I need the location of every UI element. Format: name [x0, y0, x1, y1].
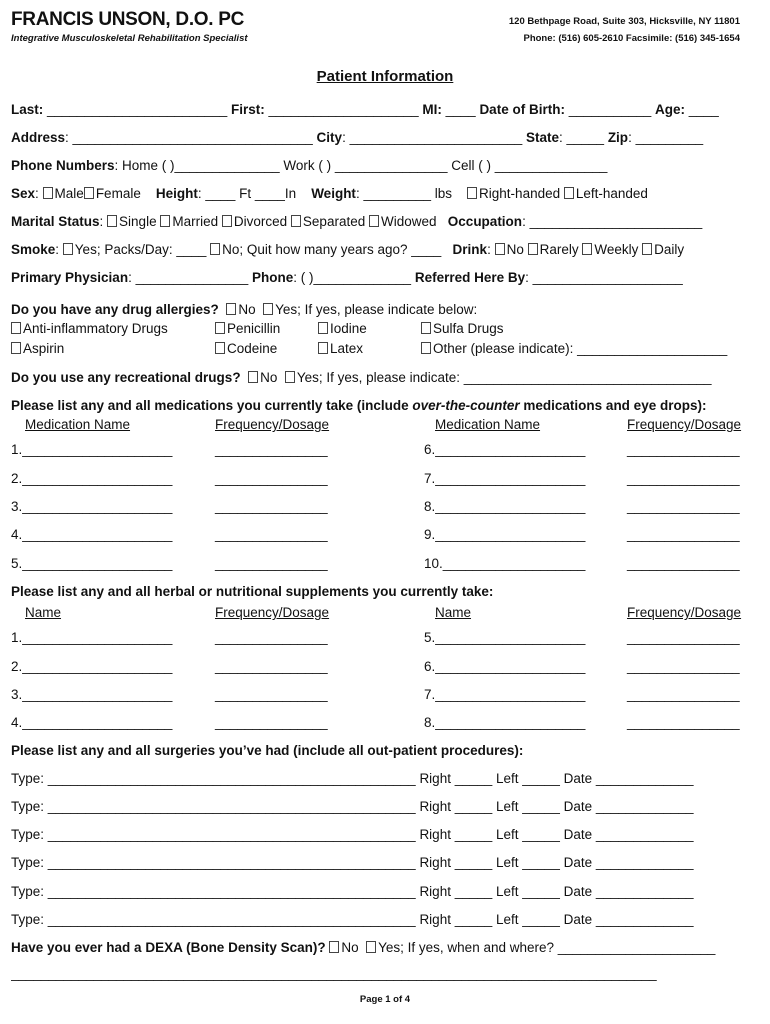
referred-field[interactable]: : ____________________ [525, 270, 683, 285]
work-phone-field[interactable]: Work ( ) _______________ [283, 158, 452, 173]
allergies-question: Do you have any drug allergies? [11, 302, 219, 317]
medication-frequency-field[interactable]: _______________ [627, 527, 740, 542]
supplement-frequency-field[interactable]: _______________ [627, 659, 740, 674]
drink-no-checkbox[interactable] [495, 243, 505, 255]
recreational-yes-field[interactable]: Yes; If yes, please indicate: _________________________________ [296, 370, 712, 385]
medication-name-field[interactable]: 2.____________________ [11, 471, 173, 486]
state-field[interactable]: : _____ [559, 130, 608, 145]
supplement-frequency-field[interactable]: _______________ [215, 630, 328, 645]
supplement-name-field[interactable]: 6.____________________ [424, 659, 586, 674]
height-label: Height [155, 186, 198, 201]
name-row [11, 102, 751, 117]
allergy-option[interactable] [215, 341, 277, 356]
recreational-yes-checkbox[interactable] [285, 371, 295, 383]
drink-weekly-checkbox[interactable] [582, 243, 592, 255]
address-row [11, 130, 751, 145]
checkbox-icon [421, 322, 431, 334]
smoke-label: Smoke [11, 242, 56, 257]
checkbox-icon [11, 342, 21, 354]
supplement-name-field[interactable]: 7.____________________ [424, 687, 586, 702]
supplement-frequency-field[interactable]: _______________ [627, 687, 740, 702]
medication-name-field[interactable]: 5.____________________ [11, 556, 173, 571]
allergies-question-row [11, 302, 751, 317]
phone-row [11, 158, 751, 173]
drink-rarely-label: Rarely [539, 242, 579, 257]
supplement-name-field[interactable]: 5.____________________ [424, 630, 586, 645]
page-number: Page 1 of 4 [359, 994, 411, 1005]
allergies-no-label: No [238, 302, 256, 317]
allergy-option[interactable] [215, 321, 280, 336]
marital-row: Marital Status: Single Married Divorced Separated Widowed Occupation: _______________________ [11, 214, 703, 229]
allergy-option[interactable] [421, 341, 727, 356]
occupation-label: Occupation [447, 214, 523, 229]
divorced-checkbox[interactable] [222, 215, 232, 227]
dexa-no-label: No [341, 940, 359, 955]
allergies-yes-checkbox[interactable] [263, 303, 273, 315]
allergy-option[interactable] [11, 341, 64, 356]
medication-name-field[interactable]: 4.____________________ [11, 527, 173, 542]
smoke-no-checkbox[interactable] [210, 243, 220, 255]
supplement-name-field[interactable]: 4.____________________ [11, 715, 173, 730]
allergy-option-label: Aspirin [23, 341, 65, 356]
zip-label: Zip [607, 130, 629, 145]
married-label: Married [172, 214, 219, 229]
age-field[interactable]: ____ [685, 102, 719, 117]
last-field[interactable]: ________________________ [43, 102, 231, 117]
occupation-field[interactable]: : _______________________ [522, 214, 703, 229]
supplement-name-header: Name [435, 605, 472, 620]
home-phone-field[interactable]: : Home ( )______________ [114, 158, 284, 173]
single-label: Single [119, 214, 157, 229]
state-label: State [526, 130, 560, 145]
medication-frequency-field[interactable]: _______________ [627, 499, 740, 514]
married-checkbox[interactable] [160, 215, 170, 227]
medications-prompt: Please list any and all medications you currently take (include over-the-counter medications and eye drops): [11, 398, 707, 413]
allergy-option[interactable] [421, 321, 504, 336]
widowed-checkbox[interactable] [369, 215, 379, 227]
frequency-header: Frequency/Dosage [627, 605, 742, 620]
physician-field[interactable]: : _______________ [128, 270, 252, 285]
address-field[interactable]: : ________________________________ [65, 130, 317, 145]
surgeries-prompt: Please list any and all surgeries you’ve had (include all out-patient procedures): [11, 743, 524, 758]
smoke-no-label: No; Quit how many years ago? ____ [222, 242, 442, 257]
supplement-frequency-field[interactable]: _______________ [215, 687, 328, 702]
medication-name-field[interactable]: 6.____________________ [424, 442, 586, 457]
divorced-label: Divorced [233, 214, 288, 229]
allergies-yes-label: Yes; If yes, please indicate below: [275, 302, 478, 317]
first-label: First: [230, 102, 265, 117]
weight-field[interactable]: : _________ lbs [355, 186, 453, 201]
allergy-option-label: Iodine [330, 321, 367, 336]
allergy-option-label: Anti-inflammatory Drugs [23, 321, 168, 336]
sex-row: Sex: Male Female Height: ____ Ft ____In Weight: _________ lbs Right-handed Left-handed [11, 186, 648, 201]
surgery-row[interactable]: Type: _________________________________________________ Right _____ Left _____ Date _____________ [11, 771, 694, 786]
frequency-header: Frequency/Dosage [627, 417, 742, 432]
dob-field[interactable]: ___________ [564, 102, 656, 117]
page-title: Patient Information [316, 68, 454, 85]
phone-numbers-label: Phone Numbers [11, 158, 115, 173]
medication-name-header: Medication Name [25, 417, 131, 432]
left-handed-checkbox[interactable] [564, 187, 574, 199]
allergy-option-label: Penicillin [227, 321, 281, 336]
supplement-frequency-field[interactable]: _______________ [627, 715, 740, 730]
physician-phone-field[interactable]: : ( )_____________ [293, 270, 415, 285]
medication-name-header: Medication Name [435, 417, 541, 432]
recreational-row [11, 370, 751, 385]
checkbox-icon [215, 322, 225, 334]
medication-frequency-field[interactable]: _______________ [215, 442, 328, 457]
medication-name-field[interactable]: 1.____________________ [11, 442, 173, 457]
practice-subtitle: Integrative Musculoskeletal Rehabilitation Specialist [11, 33, 248, 44]
supplement-frequency-field[interactable]: _______________ [627, 630, 740, 645]
drink-no-label: No [506, 242, 524, 257]
right-handed-label: Right-handed [479, 186, 561, 201]
physician-row [11, 270, 751, 285]
smoke-yes-label: Yes; Packs/Day: ____ [74, 242, 207, 257]
drink-weekly-label: Weekly [594, 242, 639, 257]
mi-label: MI: [422, 102, 442, 117]
frequency-header: Frequency/Dosage [215, 417, 330, 432]
checkbox-icon [318, 322, 328, 334]
allergy-option[interactable] [318, 321, 367, 336]
practice-address: 120 Bethpage Road, Suite 303, Hicksville, NY 11801 [508, 16, 740, 27]
male-label: Male [54, 186, 84, 201]
left-handed-label: Left-handed [575, 186, 648, 201]
weight-label: Weight [311, 186, 356, 201]
dexa-details-line[interactable]: ______________________________________________________________________________________ [11, 966, 657, 981]
sex-label: Sex [11, 186, 36, 201]
address-label: Address [11, 130, 66, 145]
marital-label: Marital Status [11, 214, 100, 229]
physician-label: Primary Physician [11, 270, 129, 285]
medication-frequency-field[interactable]: _______________ [627, 556, 740, 571]
city-field[interactable]: : _______________________ [342, 130, 526, 145]
female-checkbox[interactable] [84, 187, 94, 199]
medication-frequency-field[interactable]: _______________ [215, 471, 328, 486]
allergy-option[interactable] [318, 341, 363, 356]
medication-frequency-field[interactable]: _______________ [215, 527, 328, 542]
surgery-row[interactable]: Type: _________________________________________________ Right _____ Left _____ Date _____________ [11, 827, 694, 842]
drink-daily-label: Daily [654, 242, 685, 257]
medication-frequency-field[interactable]: _______________ [215, 556, 328, 571]
dexa-no-checkbox[interactable] [329, 941, 339, 953]
cell-phone-field[interactable]: Cell ( ) _______________ [451, 158, 608, 173]
age-label: Age: [655, 102, 686, 117]
drink-label: Drink [452, 242, 488, 257]
allergy-option-label: Sulfa Drugs [433, 321, 504, 336]
practice-name: FRANCIS UNSON, D.O. PC [11, 9, 245, 30]
dexa-question: Have you ever had a DEXA (Bone Density Scan)? [11, 940, 326, 955]
drink-rarely-checkbox[interactable] [528, 243, 538, 255]
mi-field[interactable]: ____ [441, 102, 480, 117]
medication-name-field[interactable]: 7.____________________ [424, 471, 586, 486]
supplement-name-field[interactable]: 3.____________________ [11, 687, 173, 702]
supplement-name-header: Name [25, 605, 62, 620]
supplement-name-field[interactable]: 8.____________________ [424, 715, 586, 730]
medication-name-field[interactable]: 3.____________________ [11, 499, 173, 514]
checkbox-icon [421, 342, 431, 354]
allergy-option[interactable] [11, 321, 168, 336]
medication-frequency-field[interactable]: _______________ [627, 471, 740, 486]
practice-phone: Phone: (516) 605-2610 Facsimile: (516) 345-1654 [523, 33, 740, 44]
allergy-option-label: Other (please indicate): ____________________ [433, 341, 728, 356]
supplement-name-field[interactable]: 1.____________________ [11, 630, 173, 645]
medication-frequency-field[interactable]: _______________ [215, 499, 328, 514]
recreational-no-label: No [260, 370, 278, 385]
medication-frequency-field[interactable]: _______________ [627, 442, 740, 457]
dob-label: Date of Birth: [479, 102, 565, 117]
city-label: City [316, 130, 343, 145]
widowed-label: Widowed [381, 214, 437, 229]
recreational-no-checkbox[interactable] [248, 371, 258, 383]
frequency-header: Frequency/Dosage [215, 605, 330, 620]
dexa-row [11, 940, 751, 955]
allergy-option-label: Latex [330, 341, 364, 356]
checkbox-icon [215, 342, 225, 354]
surgery-row[interactable]: Type: _________________________________________________ Right _____ Left _____ Date _____________ [11, 855, 694, 870]
supplement-frequency-field[interactable]: _______________ [215, 715, 328, 730]
smoke-row: Smoke: Yes; Packs/Day: ____ No; Quit how many years ago? ____ Drink: No Rarely Weekly Daily [11, 242, 685, 257]
female-label: Female [95, 186, 141, 201]
surgery-row[interactable]: Type: _________________________________________________ Right _____ Left _____ Date _____________ [11, 884, 694, 899]
referred-label: Referred Here By [414, 270, 526, 285]
surgery-row[interactable]: Type: _________________________________________________ Right _____ Left _____ Date _____________ [11, 799, 694, 814]
single-checkbox[interactable] [107, 215, 117, 227]
surgery-row[interactable]: Type: _________________________________________________ Right _____ Left _____ Date _____________ [11, 912, 694, 927]
last-label: Last: [11, 102, 44, 117]
recreational-question: Do you use any recreational drugs? [11, 370, 241, 385]
right-handed-checkbox[interactable] [467, 187, 477, 199]
physician-phone-label: Phone [251, 270, 294, 285]
supplements-prompt: Please list any and all herbal or nutritional supplements you currently take: [11, 584, 494, 599]
medication-name-field[interactable]: 8.____________________ [424, 499, 586, 514]
checkbox-icon [318, 342, 328, 354]
drink-daily-checkbox[interactable] [642, 243, 652, 255]
allergies-no-checkbox[interactable] [226, 303, 236, 315]
checkbox-icon [11, 322, 21, 334]
allergy-option-label: Codeine [227, 341, 278, 356]
height-field[interactable]: : ____ Ft ____In [197, 186, 297, 201]
separated-label: Separated [302, 214, 366, 229]
first-field[interactable]: ____________________ [264, 102, 423, 117]
smoke-yes-checkbox[interactable] [63, 243, 73, 255]
supplement-frequency-field[interactable]: _______________ [215, 659, 328, 674]
dexa-yes-checkbox[interactable] [366, 941, 376, 953]
medication-name-field[interactable]: 9.____________________ [424, 527, 586, 542]
separated-checkbox[interactable] [291, 215, 301, 227]
dexa-yes-field[interactable]: Yes; If yes, when and where? _____________________ [378, 940, 716, 955]
supplement-name-field[interactable]: 2.____________________ [11, 659, 173, 674]
zip-field[interactable]: : _________ [628, 130, 704, 145]
male-checkbox[interactable] [43, 187, 53, 199]
medication-name-field[interactable]: 10.___________________ [424, 556, 586, 571]
